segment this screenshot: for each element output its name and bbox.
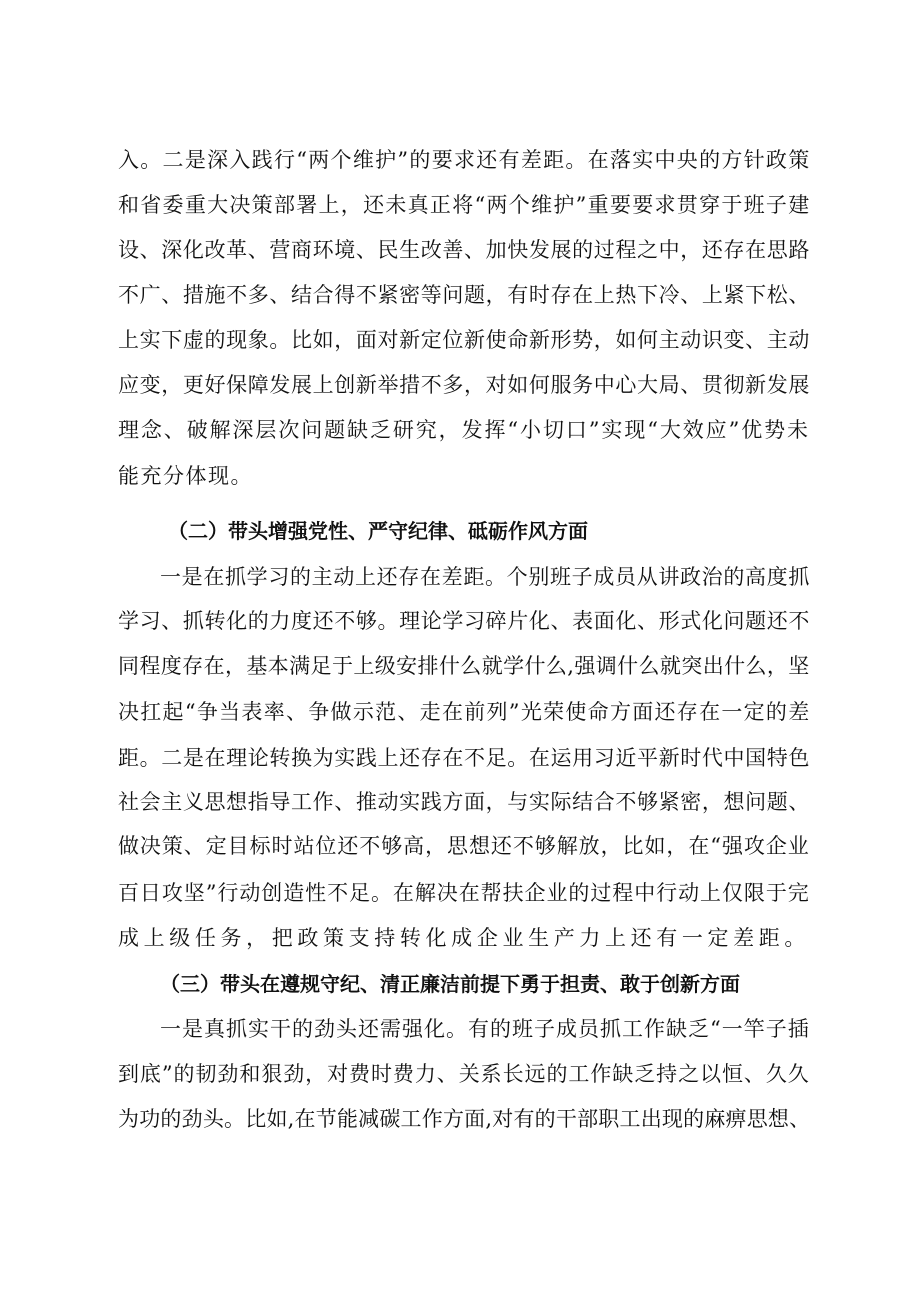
paragraph-line: 做决策、定目标时站位还不够高，思想还不够解放，比如，在“强攻企业	[118, 834, 810, 858]
paragraph-line: 理念、破解深层次问题缺乏研究，发挥“小切口”实现“大效应”优势未	[118, 418, 810, 442]
paragraph-line: 成上级任务，把政策支持转化成企业生产力上还有一定差距。	[118, 926, 810, 950]
section-heading: （二）带头增强党性、严守纪律、砥砺作风方面	[168, 519, 588, 543]
paragraph-line: 入。二是深入践行“两个维护”的要求还有差距。在落实中央的方针政策	[118, 148, 811, 172]
paragraph-line: 一是在抓学习的主动上还存在差距。个别班子成员从讲政治的高度抓	[160, 565, 810, 589]
paragraph-line: 设、深化改革、营商环境、民生改善、加快发展的过程之中，还存在思路	[118, 238, 810, 262]
paragraph-line: 决扛起“争当表率、争做示范、走在前列”光荣使命方面还存在一定的差	[118, 700, 811, 724]
paragraph-line: 应变，更好保障发展上创新举措不多，对如何服务中心大局、贯彻新发展	[118, 373, 810, 397]
paragraph-line: 学习、抓转化的力度还不够。理论学习碎片化、表面化、形式化问题还不	[118, 609, 810, 633]
paragraph-line: 社会主义思想指导工作、推动实践方面，与实际结合不够紧密，想问题、	[118, 790, 810, 814]
paragraph-line: 和省委重大决策部署上，还未真正将“两个维护”重要要求贯穿于班子建	[118, 193, 811, 217]
paragraph-line: 一是真抓实干的劲头还需强化。有的班子成员抓工作缺乏“一竿子插	[160, 1017, 810, 1041]
paragraph-line: 百日攻坚”行动创造性不足。在解决在帮扶企业的过程中行动上仅限于完	[118, 881, 810, 905]
paragraph-line: 不广、措施不多、结合得不紧密等问题，有时存在上热下冷、上紧下松、	[118, 283, 810, 307]
paragraph-line: 能充分体现。	[118, 464, 253, 488]
paragraph-line: 同程度存在，基本满足于上级安排什么就学什么,强调什么就突出什么，坚	[118, 654, 810, 678]
paragraph-line: 上实下虚的现象。比如，面对新定位新使命新形势，如何主动识变、主动	[118, 328, 810, 352]
section-heading: （三）带头在遵规守纪、清正廉洁前提下勇于担责、敢于创新方面	[160, 972, 740, 996]
paragraph-line: 到底”的韧劲和狠劲，对费时费力、关系长远的工作缺乏持之以恒、久久	[118, 1062, 810, 1086]
paragraph-line: 为功的劲头。比如,在节能减碳工作方面,对有的干部职工出现的麻痹思想、	[118, 1107, 811, 1131]
paragraph-line: 距。二是在理论转换为实践上还存在不足。在运用习近平新时代中国特色	[118, 746, 810, 770]
